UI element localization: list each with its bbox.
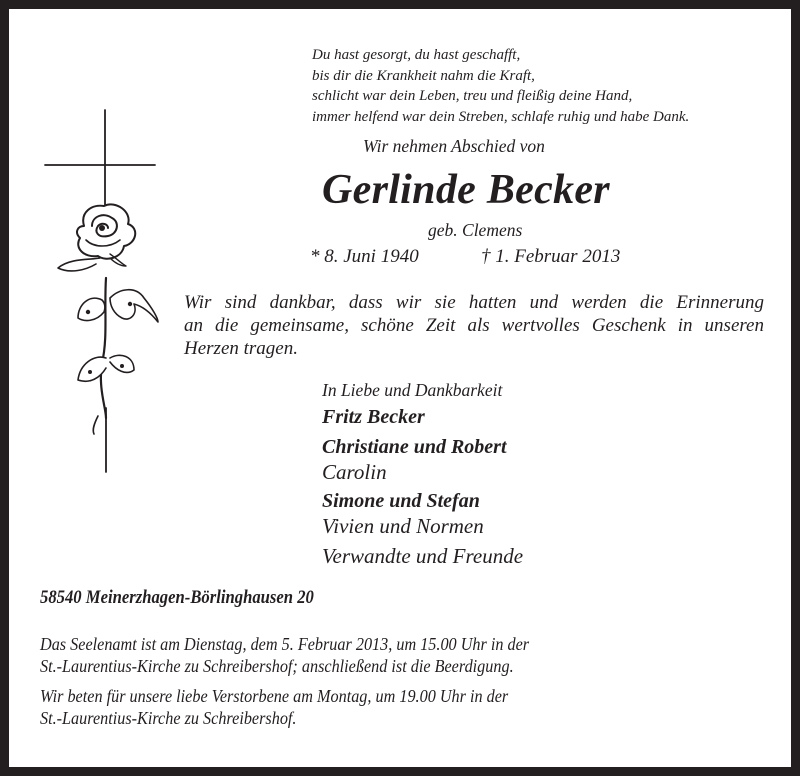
mourner-children: Vivien und Normen	[322, 514, 484, 538]
cross-with-rose-icon	[40, 108, 165, 478]
funeral-service-info	[40, 634, 583, 677]
poem-line: bis dir die Krankheit nahm die Kraft,	[312, 67, 535, 84]
poem-line: Du hast gesorgt, du hast geschafft,	[312, 47, 521, 63]
poem-line: immer helfend war dein Streben, schlafe ruhig und habe Dank.	[312, 108, 690, 125]
mourner-child: Carolin	[322, 460, 387, 484]
mourner-family: Christiane und Robert	[322, 436, 507, 458]
prayer-line: St.-Laurentius-Kirche zu Schreibershof.	[40, 707, 297, 728]
mourner-family: Simone und Stefan	[322, 490, 480, 512]
mourner-others: Verwandte und Freunde	[322, 544, 524, 568]
memorial-poem	[312, 45, 689, 127]
service-line: Das Seelenamt ist am Dienstag, dem 5. Februar 2013, um 15.00 Uhr in der	[40, 634, 530, 654]
mourner-spouse: Fritz Becker	[322, 406, 425, 428]
poem-line: schlicht war dein Leben, treu und fleißig deine Hand,	[312, 88, 633, 104]
farewell-line: Wir nehmen Abschied von	[363, 136, 545, 156]
service-line: St.-Laurentius-Kirche zu Schreibershof; anschließend ist die Beerdigung.	[40, 655, 514, 676]
gratitude-line: Wir sind dankbar, dass wir sie hatten und werden die Erinnerung	[184, 292, 764, 313]
prayer-line: Wir beten für unsere liebe Verstorbene am Montag, um 19.00 Uhr in der	[40, 686, 509, 706]
deceased-name: Gerlinde Becker	[322, 167, 610, 213]
maiden-name: geb. Clemens	[428, 220, 523, 240]
death-date: † 1. Februar 2013	[481, 246, 621, 267]
address-text: 58540 Meinerzhagen-Börlinghausen 20	[40, 588, 314, 608]
birth-date: * 8. Juni 1940	[310, 246, 419, 267]
gratitude-line: Herzen tragen.	[184, 338, 298, 359]
mourners-intro: In Liebe und Dankbarkeit	[322, 380, 503, 400]
prayer-info	[40, 686, 560, 729]
gratitude-line: an die gemeinsame, schöne Zeit als wertvolles Geschenk in unseren	[184, 315, 764, 336]
family-address	[40, 588, 344, 609]
mourners-list	[322, 378, 523, 568]
gratitude-text	[184, 291, 764, 360]
